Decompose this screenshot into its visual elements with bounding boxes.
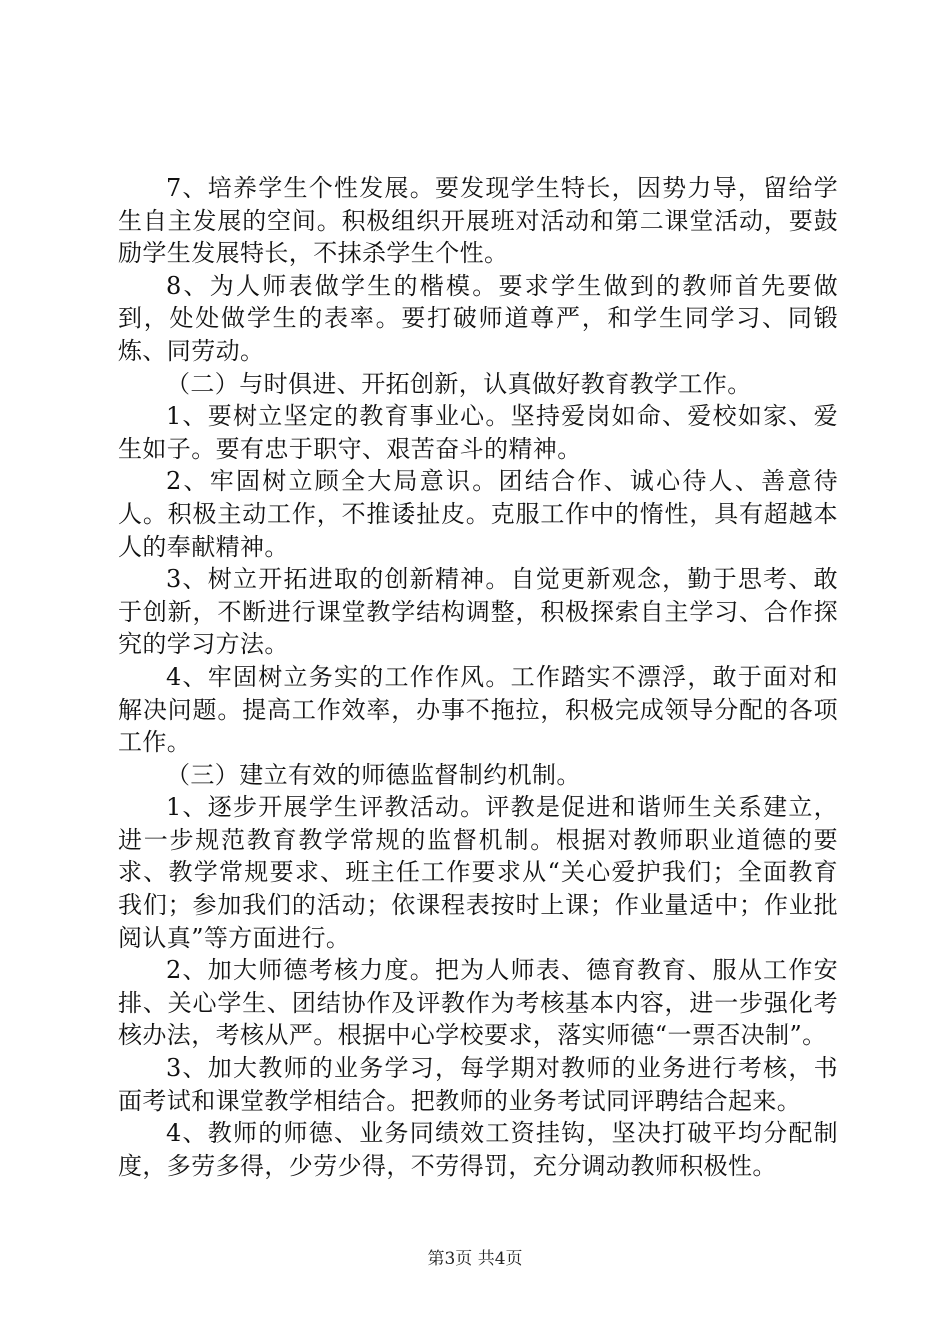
paragraph-item-2b: 2、加大师德考核力度。把为人师表、德育教育、服从工作安排、关心学生、团结协作及评教作为考核基本内容，进一步强化考核办法，考核从严。根据中心学校要求，落实师德“一票否决制”。 <box>118 956 838 1050</box>
section-heading-3: （三）建立有效的师德监督制约机制。 <box>166 760 581 789</box>
paragraph-item-1b: 1、逐步开展学生评教活动。评教是促进和谐师生关系建立，进一步规范教育教学常规的监督机制。根据对教师职业道德的要求、教学常规要求、班主任工作要求从“关心爱护我们；全面教育我们；参加我们的活动；依课程表按时上课；作业量适中；作业批阅认真”等方面进行。 <box>118 793 838 952</box>
paragraph-item-4b: 4、教师的师德、业务同绩效工资挂钩，坚决打破平均分配制度，多劳多得，少劳少得，不劳得罚，充分调动教师积极性。 <box>118 1119 838 1180</box>
paragraph-item-1: 1、要树立坚定的教育事业心。坚持爱岗如命、爱校如家、爱生如子。要有忠于职守、艰苦奋斗的精神。 <box>118 402 838 463</box>
paragraph-item-7: 7、培养学生个性发展。要发现学生特长，因势力导，留给学生自主发展的空间。积极组织开展班对活动和第二课堂活动，要鼓励学生发展特长，不抹杀学生个性。 <box>118 174 838 268</box>
page-number-label: 第3页 共4页 <box>427 1249 523 1269</box>
paragraph-item-4: 4、牢固树立务实的工作作风。工作踏实不漂浮，敢于面对和解决问题。提高工作效率，办事不拖拉，积极完成领导分配的各项工作。 <box>118 662 838 757</box>
document-body <box>118 172 838 1182</box>
paragraph-item-2: 2、牢固树立顾全大局意识。团结合作、诚心待人、善意待人。积极主动工作，不推诿扯皮。克服工作中的惰性，具有超越本人的奉献精神。 <box>118 467 838 561</box>
paragraph-item-3b: 3、加大教师的业务学习，每学期对教师的业务进行考核，书面考试和课堂教学相结合。把教师的业务考试同评聘结合起来。 <box>118 1054 838 1115</box>
paragraph-item-8: 8、为人师表做学生的楷模。要求学生做到的教师首先要做到，处处做学生的表率。要打破师道尊严，和学生同学习、同锻炼、同劳动。 <box>118 271 838 365</box>
paragraph-item-3: 3、树立开拓进取的创新精神。自觉更新观念，勤于思考、敢于创新，不断进行课堂教学结构调整，积极探索自主学习、合作探究的学习方法。 <box>118 565 838 659</box>
section-heading-2: （二）与时俱进、开拓创新，认真做好教育教学工作。 <box>166 369 752 398</box>
page-footer <box>0 1244 950 1269</box>
